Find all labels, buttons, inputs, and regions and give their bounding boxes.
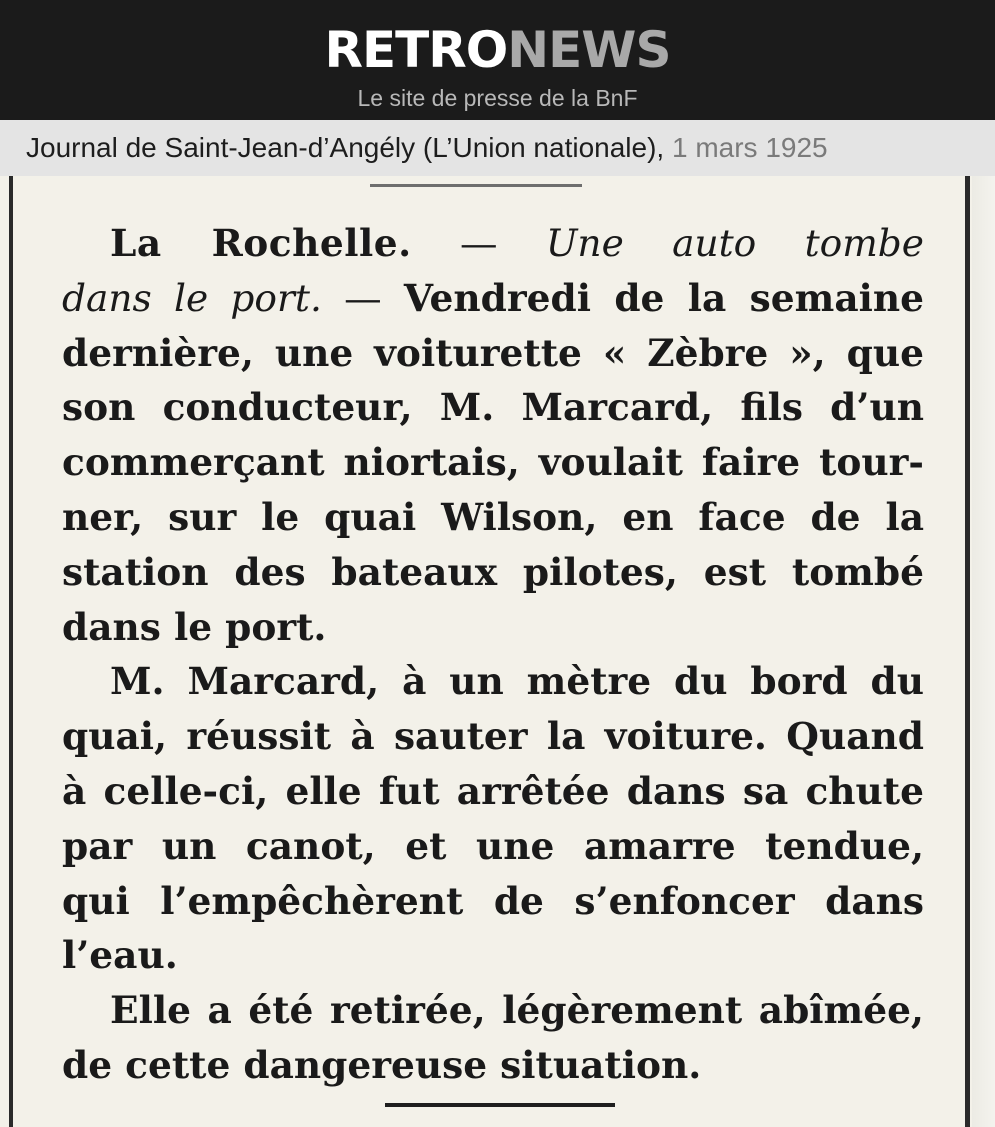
article-line: M. Marcard, à un mètre du bord du bbox=[110, 659, 924, 704]
article-line: station des bateaux pilotes, est tombé bbox=[62, 549, 924, 594]
article-line bbox=[62, 271, 924, 326]
article-line: dans le port. bbox=[62, 604, 327, 649]
publication-title[interactable]: Journal de Saint-Jean-d’Angély (L’Union nationale), bbox=[26, 132, 665, 163]
newspaper-scan bbox=[0, 176, 995, 1127]
column-rule-left bbox=[9, 176, 13, 1127]
source-bar bbox=[0, 120, 995, 176]
article-line: dernière, une voiturette « Zèbre », que bbox=[62, 330, 924, 375]
article-line: Elle a été retirée, légèrement abîmée, bbox=[110, 988, 924, 1033]
article-text bbox=[62, 216, 924, 1093]
article-dash: — bbox=[411, 221, 546, 265]
article-line: ner, sur le quai Wilson, en face de la bbox=[62, 494, 924, 539]
publication-date: 1 mars 1925 bbox=[671, 132, 828, 163]
logo-news: NEWS bbox=[507, 21, 671, 79]
article-line: l’eau. bbox=[62, 933, 178, 978]
column-rule-right bbox=[965, 176, 970, 1127]
article-line-text: Vendredi de la semaine bbox=[403, 275, 924, 320]
article-line: commerçant niortais, voulait faire tour- bbox=[62, 440, 924, 485]
article-line: quai, réussit à sauter la voiture. Quand bbox=[62, 714, 924, 759]
article-subtitle-cont: dans le port. bbox=[62, 275, 322, 320]
article-line: à celle-ci, elle fut arrêtée dans sa chute bbox=[62, 768, 924, 813]
article-line bbox=[62, 216, 924, 271]
top-separator bbox=[370, 184, 582, 187]
logo-retro: RETRO bbox=[324, 21, 508, 79]
adjacent-column-edge bbox=[972, 176, 995, 1127]
retronews-logo[interactable] bbox=[0, 22, 995, 78]
article-place: La Rochelle. bbox=[110, 221, 412, 265]
site-header bbox=[0, 0, 995, 120]
article-line: qui l’empêchèrent de s’enfoncer dans bbox=[62, 878, 924, 923]
site-tagline: Le site de presse de la BnF bbox=[357, 85, 638, 111]
bottom-separator bbox=[385, 1103, 615, 1107]
article-line: son conducteur, M. Marcard, fils d’un bbox=[62, 385, 924, 430]
article-subtitle: Une auto tombe bbox=[545, 221, 924, 265]
article-line: de cette dangereuse situation. bbox=[62, 1042, 702, 1087]
article-line: par un canot, et une amarre tendue, bbox=[62, 823, 924, 868]
article-dash: — bbox=[321, 275, 404, 320]
